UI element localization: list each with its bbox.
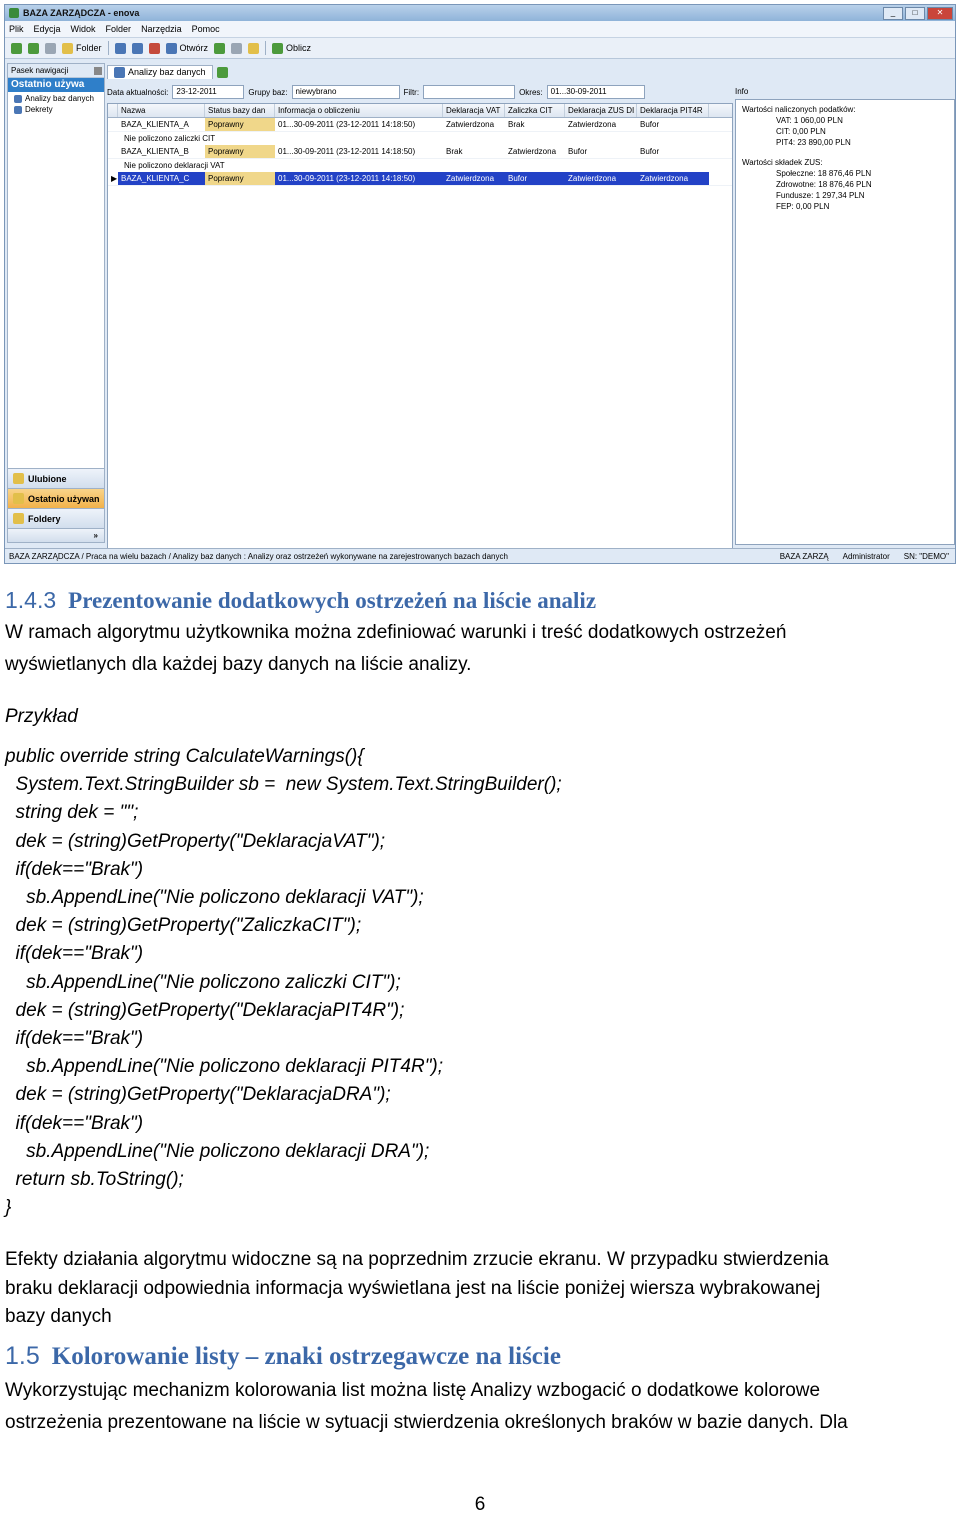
groups-label: Grupy baz: [248, 87, 288, 97]
window-title: BAZA ZARZĄDCZA - enova [23, 8, 140, 18]
nav-button-label: Ostatnio używan [28, 493, 100, 504]
table-row-selected[interactable] [108, 172, 732, 186]
code-block [5, 743, 955, 1222]
column-header[interactable]: Nazwa [118, 104, 205, 117]
zus-value: FEP: 0,00 PLN [776, 202, 830, 211]
title-bar [5, 5, 955, 21]
open-button[interactable] [166, 43, 209, 54]
calculate-button[interactable] [272, 43, 311, 54]
date-input[interactable]: 23-12-2011 [172, 85, 244, 99]
cell-name: BAZA_KLIENTA_A [121, 120, 189, 129]
section-heading [5, 1340, 955, 1373]
analysis-icon [14, 95, 22, 103]
code-line: if(dek=="Brak") [5, 1112, 144, 1134]
menu-plik[interactable]: Plik [9, 24, 24, 34]
paragraph-line: Efekty działania algorytmu widoczne są na poprzednim zrzucie ekranu. W przypadku stwierdzenia [5, 1249, 829, 1271]
menu-widok[interactable]: Widok [70, 24, 96, 34]
back-arrow-icon[interactable] [28, 43, 39, 54]
paragraph-line: braku deklaracji odpowiednia informacja wyświetlana jest na liście poniżej wiersza wybrakowanej [5, 1277, 821, 1299]
status-serial: SN: "DEMO" [903, 551, 949, 561]
tax-value: VAT: 1 060,00 PLN [776, 116, 843, 125]
row-indicator [108, 145, 118, 158]
row-warning: Nie policzono zaliczki CIT [124, 134, 216, 143]
nav-button-ulubione[interactable] [8, 468, 104, 488]
cell-status: Poprawny [205, 172, 275, 185]
section-number: 1.5 [5, 1341, 40, 1370]
cell-status: Poprawny [205, 118, 275, 131]
analysis-grid [107, 103, 733, 549]
code-line: dek = (string)GetProperty("ZaliczkaCIT"); [5, 915, 362, 937]
cell-cit: Brak [508, 120, 525, 129]
tab-label: Analizy baz danych [128, 67, 206, 77]
column-header[interactable]: Zaliczka CIT [505, 104, 565, 117]
navigation-pane-title: Pasek nawigacji [11, 66, 69, 75]
info-panel-title: Info [735, 87, 749, 96]
nav-button-label: Foldery [28, 513, 61, 524]
groups-select[interactable]: niewybrano [292, 85, 400, 99]
code-line: if(dek=="Brak") [5, 1028, 144, 1050]
cell-zus: Bufor [568, 147, 588, 156]
code-line: sb.AppendLine("Nie policzono deklaracji VAT"); [5, 887, 424, 909]
period-input[interactable]: 01...30-09-2011 [547, 85, 645, 99]
paragraph-line: W ramach algorytmu użytkownika można zdefiniować warunki i treść dodatkowych ostrzeżeń [5, 622, 787, 643]
nav-item-analizy[interactable] [8, 92, 104, 103]
calculate-button-label: Oblicz [286, 43, 312, 53]
cell-status: Poprawny [205, 145, 275, 158]
tab-analizy[interactable] [107, 65, 213, 79]
menu-pomoc[interactable]: Pomoc [191, 24, 220, 34]
nav-button-foldery[interactable] [8, 508, 104, 528]
nav-item-label: Dekrety [25, 105, 53, 114]
info-panel [735, 87, 955, 547]
paragraph-line: ostrzeżenia prezentowane na liście w sytuacji stwierdzenia określonych braków w bazie danych. Dla [5, 1411, 848, 1433]
grid-header [108, 104, 732, 118]
refresh-icon[interactable] [214, 43, 225, 54]
app-logo-icon [9, 8, 19, 18]
code-line: dek = (string)GetProperty("DeklaracjaDRA"); [5, 1084, 391, 1106]
folder-icon [62, 43, 73, 54]
maximize-button[interactable]: □ [905, 7, 925, 20]
tax-values-title: Wartości naliczonych podatków: [742, 105, 856, 114]
zus-value: Zdrowotne: 18 876,46 PLN [776, 180, 872, 189]
window-controls [883, 7, 955, 20]
column-header[interactable]: Deklaracja ZUS DI [565, 104, 637, 117]
zus-values-title: Wartości składek ZUS: [742, 158, 823, 167]
cell-pit: Zatwierdzona [637, 172, 709, 185]
section-number: 1.4.3 [5, 587, 57, 613]
clock-icon [13, 493, 24, 504]
tab-strip [107, 65, 228, 79]
column-header[interactable]: Deklaracja VAT [443, 104, 505, 117]
toolbar-separator [108, 41, 109, 55]
new-icon[interactable] [132, 43, 143, 54]
nav-button-label: Ulubione [28, 473, 67, 484]
code-line: sb.AppendLine("Nie policzono deklaracji DRA"); [5, 1140, 430, 1162]
table-row[interactable] [108, 118, 732, 132]
column-header[interactable]: Status bazy dan [205, 104, 275, 117]
date-label: Data aktualności: [107, 87, 169, 97]
properties-icon[interactable] [115, 43, 126, 54]
add-tab-icon[interactable] [217, 67, 228, 78]
cell-cit: Bufor [505, 172, 565, 185]
menu-edycja[interactable]: Edycja [33, 24, 61, 34]
open-button-label: Otwórz [179, 43, 209, 53]
period-label: Okres: [519, 87, 543, 97]
up-arrow-icon[interactable] [11, 43, 22, 54]
cell-info: 01...30-09-2011 (23-12-2011 14:18:50) [278, 120, 416, 129]
nav-button-ostatnio[interactable] [8, 488, 104, 508]
info-panel-content [735, 99, 955, 545]
toolbar [5, 38, 955, 59]
zus-values-group [742, 157, 948, 212]
cell-pit: Bufor [640, 120, 660, 129]
row-indicator: ▶ [108, 172, 118, 185]
cell-info: 01...30-09-2011 (23-12-2011 14:18:50) [278, 147, 416, 156]
folder-open-icon[interactable] [248, 43, 259, 54]
cell-pit: Bufor [640, 147, 660, 156]
filter-bar [107, 83, 731, 101]
cell-info: 01...30-09-2011 (23-12-2011 14:18:50) [275, 172, 443, 185]
open-icon [166, 43, 177, 54]
zus-value: Fundusze: 1 297,34 PLN [776, 191, 865, 200]
paragraph-line: bazy danych [5, 1306, 112, 1328]
nav-item-dekrety[interactable] [8, 103, 104, 114]
section-heading [5, 584, 955, 617]
example-label: Przykład [5, 706, 78, 727]
close-button[interactable]: ✕ [927, 7, 953, 20]
app-window [4, 4, 956, 564]
menu-bar [5, 21, 955, 38]
row-warning: Nie policzono deklaracji VAT [124, 161, 225, 170]
cell-zus: Zatwierdzona [565, 172, 637, 185]
zus-value: Społeczne: 18 876,46 PLN [776, 169, 872, 178]
nav-item-label: Analizy baz danych [25, 94, 94, 103]
column-header[interactable]: Deklaracja PIT4R [637, 104, 709, 117]
filter-input[interactable] [423, 85, 515, 99]
recent-section-title: Ostatnio używa [8, 78, 104, 92]
menu-folder[interactable]: Folder [105, 24, 132, 34]
nav-more-button[interactable]: » [8, 528, 104, 542]
code-line: if(dek=="Brak") [5, 943, 144, 965]
star-icon [13, 473, 24, 484]
filter-label: Filtr: [403, 87, 420, 97]
status-bar [5, 548, 955, 563]
toolbar-separator [265, 41, 266, 55]
status-user: Administrator [842, 551, 890, 561]
close-pane-icon[interactable] [94, 67, 102, 75]
navigation-buttons [8, 468, 104, 542]
code-line: dek = (string)GetProperty("DeklaracjaVAT"); [5, 830, 386, 852]
status-right [780, 552, 955, 561]
tax-value: PIT4: 23 890,00 PLN [776, 138, 851, 147]
folder-button-label: Folder [76, 43, 102, 53]
code-line: sb.AppendLine("Nie policzono deklaracji PIT4R"); [5, 1056, 444, 1078]
code-line: sb.AppendLine("Nie policzono zaliczki CIT"); [5, 971, 401, 993]
code-line: if(dek=="Brak") [5, 858, 144, 880]
table-row[interactable] [108, 145, 732, 159]
analysis-icon [114, 67, 125, 78]
row-indicator [108, 118, 118, 131]
cell-cit: Zatwierdzona [508, 147, 557, 156]
navigation-pane [7, 63, 105, 543]
code-line: string dek = ""; [5, 802, 139, 824]
document-body [5, 584, 955, 1439]
folder-icon [13, 513, 24, 524]
print-icon[interactable] [231, 43, 242, 54]
cell-zus: Zatwierdzona [568, 120, 617, 129]
navigation-pane-header [8, 64, 104, 78]
paragraph-line: wyświetlanych dla każdej bazy danych na liście analizy. [5, 654, 472, 675]
forward-arrow-icon[interactable] [45, 43, 56, 54]
code-line: } [5, 1197, 12, 1219]
code-line: System.Text.StringBuilder sb = new System.Text.StringBuilder(); [5, 774, 562, 796]
folder-button[interactable] [62, 43, 102, 54]
status-database: BAZA ZARZĄ [779, 551, 829, 561]
column-header[interactable]: Informacja o obliczeniu [275, 104, 443, 117]
code-line: public override string CalculateWarnings(){ [5, 746, 364, 767]
document-icon [14, 106, 22, 114]
minimize-button[interactable]: _ [883, 7, 903, 20]
tax-values-group [742, 104, 948, 148]
row-indicator-header [108, 104, 118, 117]
cell-vat: Zatwierdzona [446, 120, 495, 129]
section-title: Prezentowanie dodatkowych ostrzeżeń na liście analiz [68, 588, 597, 613]
tax-value: CIT: 0,00 PLN [776, 127, 826, 136]
play-icon [272, 43, 283, 54]
cell-name: BAZA_KLIENTA_C [118, 172, 205, 185]
section-title: Kolorowanie listy – znaki ostrzegawcze na liście [51, 1342, 561, 1370]
cell-vat: Zatwierdzona [443, 172, 505, 185]
status-path: BAZA ZARZĄDCZA / Praca na wielu bazach / Analizy baz danych : Analizy oraz ostrzeżeń wykonywane na zarejestrowanych bazach danych [9, 551, 508, 561]
page-number: 6 [474, 1494, 486, 1515]
code-line: dek = (string)GetProperty("DeklaracjaPIT4R"); [5, 999, 405, 1021]
paragraph-line: Wykorzystując mechanizm kolorowania list można listę Analizy wzbogacić o dodatkowe kolorowe [5, 1379, 821, 1401]
delete-icon[interactable] [149, 43, 160, 54]
menu-narzedzia[interactable]: Narzędzia [141, 24, 182, 34]
code-line: return sb.ToString(); [5, 1169, 184, 1191]
cell-vat: Brak [446, 147, 463, 156]
cell-name: BAZA_KLIENTA_B [121, 147, 189, 156]
